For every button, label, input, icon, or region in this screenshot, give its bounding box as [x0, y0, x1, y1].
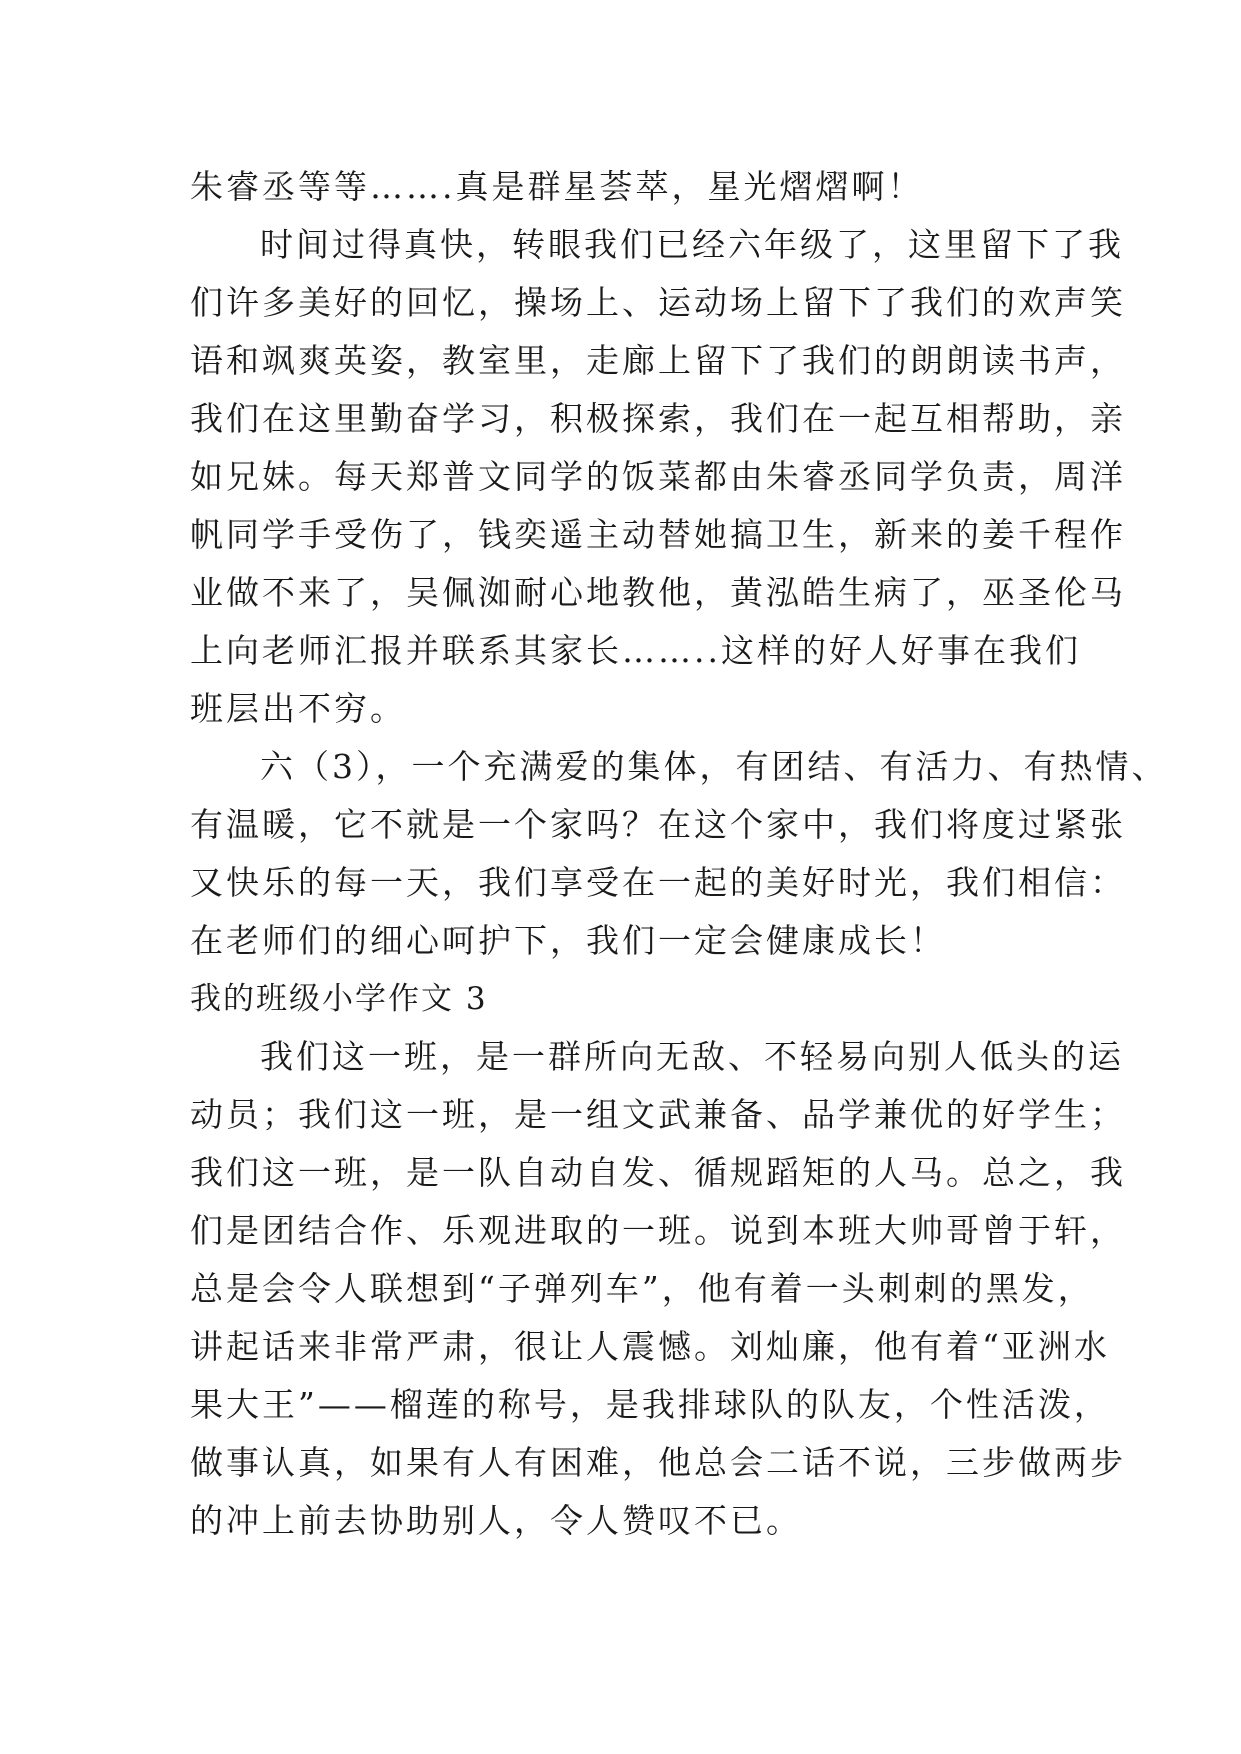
text-line: 帆同学手受伤了，钱奕遥主动替她搞卫生，新来的姜千程作 — [190, 515, 1126, 554]
text-line: 们是团结合作、乐观进取的一班。说到本班大帅哥曾于轩， — [190, 1211, 1126, 1250]
text-line: 业做不来了，吴佩洳耐心地教他，黄泓皓生病了，巫圣伦马 — [190, 573, 1126, 612]
text-line: 又快乐的每一天，我们享受在一起的美好时光，我们相信： — [190, 863, 1126, 902]
section-heading: 我的班级小学作文 3 — [190, 981, 488, 1017]
text-line: 我们这一班，是一队自动自发、循规蹈矩的人马。总之，我 — [190, 1153, 1126, 1192]
text-line: 在老师们的细心呵护下，我们一定会健康成长！ — [190, 921, 946, 960]
text-line: 的冲上前去协助别人，令人赞叹不已。 — [190, 1501, 802, 1540]
text-line: 语和飒爽英姿，教室里，走廊上留下了我们的朗朗读书声， — [190, 341, 1126, 380]
text-line: 总是会令人联想到“子弹列车”，他有着一头刺刺的黑发， — [190, 1269, 1094, 1308]
text-line: 讲起话来非常严肃，很让人震憾。刘灿廉，他有着“亚洲水 — [190, 1327, 1110, 1366]
paragraph — [190, 216, 1126, 738]
text-line: 班层出不穷。 — [190, 689, 406, 728]
text-line: 有温暖，它不就是一个家吗？在这个家中，我们将度过紧张 — [190, 805, 1126, 844]
paragraph — [190, 738, 1168, 970]
text-line: 时间过得真快，转眼我们已经六年级了，这里留下了我 — [260, 225, 1124, 264]
text-line: 我们这一班，是一群所向无敌、不轻易向别人低头的运 — [260, 1037, 1124, 1076]
paragraph — [190, 158, 1070, 216]
text-line: 我们在这里勤奋学习，积极探索，我们在一起互相帮助，亲 — [190, 399, 1126, 438]
text-line: 做事认真，如果有人有困难，他总会二话不说，三步做两步 — [190, 1443, 1126, 1482]
text-line: 六（3），一个充满爱的集体，有团结、有活力、有热情、 — [260, 747, 1168, 786]
document-page — [190, 158, 1168, 1550]
text-line: 上向老师汇报并联系其家长……..这样的好人好事在我们 — [190, 631, 1081, 670]
text-line: 们许多美好的回忆，操场上、运动场上留下了我们的欢声笑 — [190, 283, 1126, 322]
text-line: 如兄妹。每天郑普文同学的饭菜都由朱睿丞同学负责，周洋 — [190, 457, 1126, 496]
text-line: 朱睿丞等等…….真是群星荟萃，星光熠熠啊！ — [190, 167, 924, 206]
text-line: 动员；我们这一班，是一组文武兼备、品学兼优的好学生； — [190, 1095, 1126, 1134]
paragraph — [190, 1028, 1126, 1550]
text-line: 果大王”——榴莲的称号，是我排球队的队友，个性活泼， — [190, 1385, 1110, 1424]
